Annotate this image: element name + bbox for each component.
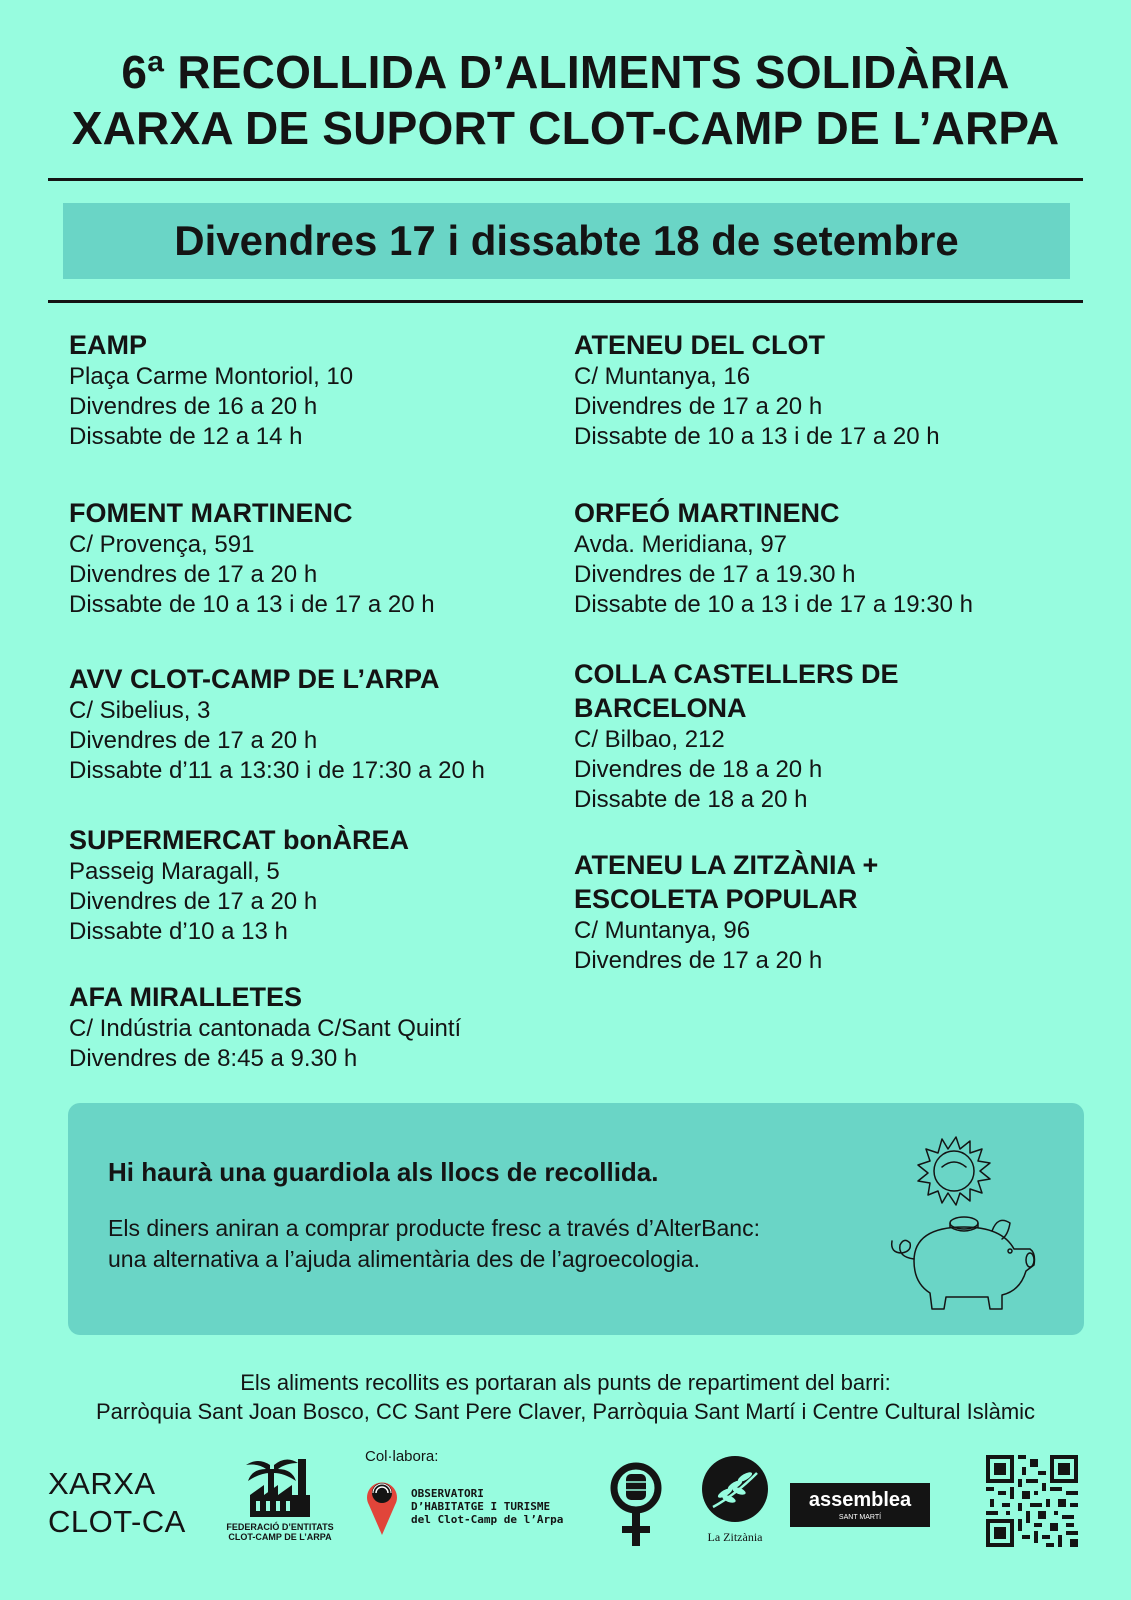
venue-name: ATENEU DEL CLOT <box>574 330 826 360</box>
venue-ateneu-la-zitzania <box>574 848 878 976</box>
distribution-line-2: Parròquia Sant Joan Bosco, CC Sant Pere Claver, Parròquia Sant Martí i Centre Cultural Islàmic <box>95 1399 1036 1424</box>
piggy-bank-info-box <box>68 1103 1084 1335</box>
venue-saturday: Dissabte de 10 a 13 i de 17 a 20 h <box>574 423 940 450</box>
venue-address: Passeig Maragall, 5 <box>69 858 280 885</box>
venue-saturday: Dissabte de 12 a 14 h <box>69 423 303 450</box>
venue-name-line-2: ESCOLETA POPULAR <box>574 884 858 914</box>
assemblea-sant-marti-logo <box>790 1483 930 1527</box>
venue-friday: Divendres de 18 a 20 h <box>574 756 823 783</box>
venue-friday: Divendres de 17 a 20 h <box>574 393 823 420</box>
venue-address: C/ Muntanya, 16 <box>574 363 751 390</box>
venue-saturday: Dissabte de 10 a 13 i de 17 a 20 h <box>69 591 435 618</box>
venue-friday: Divendres de 16 a 20 h <box>69 393 318 420</box>
venue-friday: Divendres de 17 a 20 h <box>574 947 823 974</box>
observatori-line-2: D’HABITATGE I TURISME <box>411 1499 551 1513</box>
venue-address: C/ Provença, 591 <box>69 531 255 558</box>
venue-address: C/ Sibelius, 3 <box>69 697 211 724</box>
observatori-line-1: OBSERVATORI <box>411 1486 484 1500</box>
feminist-fist-icon <box>610 1460 662 1552</box>
assemblea-label: assemblea <box>808 1489 912 1511</box>
venue-name: ORFEÓ MARTINENC <box>574 498 840 528</box>
observatori-logo <box>365 1475 563 1537</box>
date-text: Divendres 17 i dissabte 18 de setembre <box>174 217 959 264</box>
divider-bottom <box>48 300 1083 303</box>
venue-name-line-1: ATENEU LA ZITZÀNIA + <box>574 850 879 880</box>
venue-name-line-1: COLLA CASTELLERS DE <box>574 659 899 689</box>
collabora-label: Col·labora: <box>365 1448 439 1465</box>
venue-ateneu-del-clot <box>574 328 940 452</box>
venue-name: FOMENT MARTINENC <box>69 498 353 528</box>
venue-saturday: Dissabte d’10 a 13 h <box>69 918 288 945</box>
venue-eamp <box>69 328 353 452</box>
venue-name-line-2: BARCELONA <box>574 693 747 723</box>
venue-address: C/ Muntanya, 96 <box>574 917 751 944</box>
title-line-1: 6ª RECOLLIDA D’ALIMENTS SOLIDÀRIA <box>121 46 1010 98</box>
xarxa-logo-line-2: CLOT-CA <box>48 1504 186 1539</box>
federacio-entitats-logo <box>205 1455 355 1542</box>
title-line-2: XARXA DE SUPORT CLOT-CAMP DE L’ARPA <box>71 102 1060 154</box>
divider-top <box>48 178 1083 181</box>
venue-foment-martinenc <box>69 496 435 620</box>
qr-code-icon <box>986 1455 1078 1547</box>
venue-supermercat-bonarea <box>69 823 409 947</box>
venue-friday: Divendres de 8:45 a 9.30 h <box>69 1045 358 1072</box>
venue-saturday: Dissabte de 10 a 13 i de 17 a 19:30 h <box>574 591 973 618</box>
venue-colla-castellers <box>574 657 899 815</box>
venue-saturday: Dissabte d’11 a 13:30 i de 17:30 a 20 h <box>69 757 485 784</box>
venue-name: EAMP <box>69 330 148 360</box>
feminist-fist-logo <box>610 1460 662 1557</box>
venue-name: SUPERMERCAT bonÀREA <box>69 825 409 855</box>
xarxa-logo-line-1: XARXA <box>48 1466 156 1501</box>
poster-title <box>0 44 1131 156</box>
venue-friday: Divendres de 17 a 20 h <box>69 888 318 915</box>
zitzania-caption: La Zitzània <box>707 1530 763 1544</box>
info-body <box>108 1213 760 1275</box>
federacio-line-1: FEDERACIÓ D’ENTITATS <box>226 1522 334 1532</box>
venue-afa-miralletes <box>69 980 461 1074</box>
xarxa-clot-ca-logo <box>48 1465 186 1541</box>
venue-name: AVV CLOT-CAMP DE L’ARPA <box>69 664 440 694</box>
federacio-line-2: CLOT-CAMP DE L’ARPA <box>228 1532 332 1542</box>
venue-address: C/ Indústria cantonada C/Sant Quintí <box>69 1015 462 1042</box>
wheat-circle-icon <box>699 1455 771 1523</box>
venue-friday: Divendres de 17 a 19.30 h <box>574 561 856 588</box>
palm-factory-icon <box>240 1455 320 1517</box>
venue-saturday: Dissabte de 18 a 20 h <box>574 786 808 813</box>
map-pin-icon <box>365 1475 399 1537</box>
info-body-line-1: Els diners aniran a comprar producte fresc a través d’AlterBanc: <box>108 1215 760 1241</box>
la-zitzania-logo <box>695 1455 775 1545</box>
venue-address: Avda. Meridiana, 97 <box>574 531 788 558</box>
venue-name: AFA MIRALLETES <box>69 982 302 1012</box>
venue-orfeo-martinenc <box>574 496 973 620</box>
venue-address: Plaça Carme Montoriol, 10 <box>69 363 354 390</box>
distribution-points <box>0 1368 1131 1426</box>
venue-friday: Divendres de 17 a 20 h <box>69 727 318 754</box>
info-body-line-2: una alternativa a l’ajuda alimentària des de l’agroecologia. <box>108 1246 700 1272</box>
observatori-line-3: del Clot-Camp de l’Arpa <box>411 1512 564 1526</box>
distribution-line-1: Els aliments recollits es portaran als punts de repartiment del barri: <box>240 1370 891 1395</box>
venue-avv-clot-camp <box>69 662 485 786</box>
info-headline: Hi haurà una guardiola als llocs de recollida. <box>108 1157 659 1187</box>
assemblea-sub-label: SANT MARTÍ <box>838 1514 882 1521</box>
piggy-bank-icon <box>884 1131 1044 1321</box>
venue-address: C/ Bilbao, 212 <box>574 726 725 753</box>
venue-friday: Divendres de 17 a 20 h <box>69 561 318 588</box>
date-banner <box>63 203 1070 279</box>
